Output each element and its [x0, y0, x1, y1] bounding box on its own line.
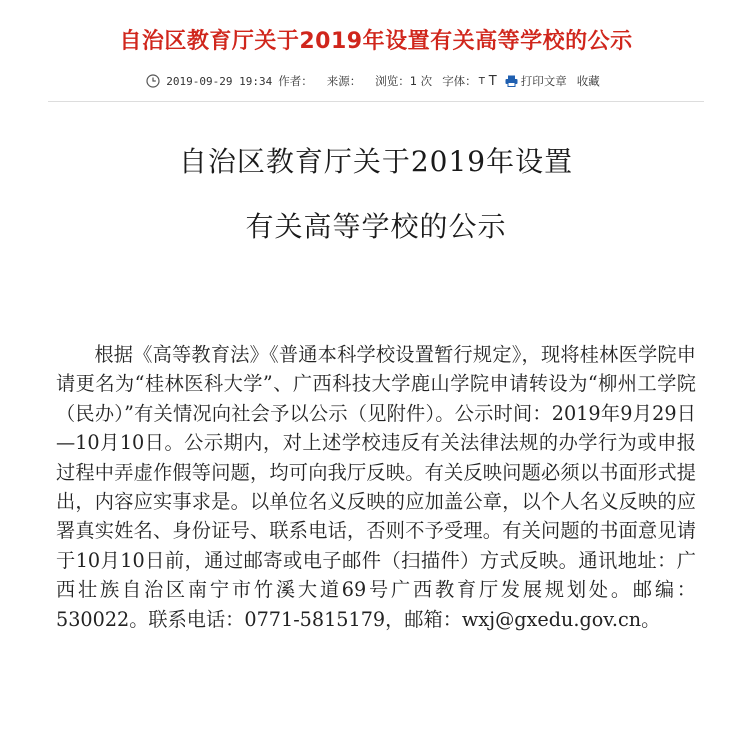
page-title: 自治区教育厅关于2019年设置有关高等学校的公示	[119, 29, 633, 54]
article-meta-bar	[0, 73, 752, 89]
printer-icon[interactable]	[505, 75, 518, 87]
document-heading-line1: 自治区教育厅关于2019年设置	[178, 145, 574, 178]
font-size-label: 字体：	[442, 74, 477, 88]
publish-datetime: 2019-09-29 19:34	[166, 74, 273, 88]
favorite-link[interactable]: 收藏	[576, 74, 600, 88]
author-label: 作者：	[278, 74, 313, 88]
clock-icon	[146, 74, 160, 88]
print-article-link[interactable]: 打印文章	[520, 74, 567, 88]
font-small-button[interactable]: T	[478, 75, 485, 87]
body-paragraph: 根据《高等教育法》《普通本科学校设置暂行规定》，现将桂林医学院申请更名为“桂林医科大学”、广西科技大学鹿山学院申请转设为“柳州工学院（民办）”有关情况向社会予以公示（见附件）。公示时间：2019年9月29日—10月10日。公示期内，对上述学校违反有关法律法规的办学行为或申报过程中弄虚作假等问题，均可向我厅反映。有关反映问题必须以书面形式提出，内容应实事求是。以单位名义反映的应加盖公章，以个人名义反映的应署真实姓名、身份证号、联系电话，否则不予受理。有关问题的书面意见请于10月10日前，通过邮寄或电子邮件（扫描件）方式反映。通讯地址：广西壮族自治区南宁市竹溪大道69号广西教育厅发展规划处。邮编：530022。联系电话：0771-5815179，邮箱：wxj@gxedu.gov.cn。	[56, 343, 696, 631]
font-large-button[interactable]: T	[488, 73, 497, 89]
header-divider	[48, 101, 704, 102]
source-label: 来源：	[326, 74, 362, 88]
document-heading-line2: 有关高等学校的公示	[245, 210, 507, 243]
view-count: 浏览：1 次	[375, 74, 433, 88]
document-body	[56, 340, 696, 634]
